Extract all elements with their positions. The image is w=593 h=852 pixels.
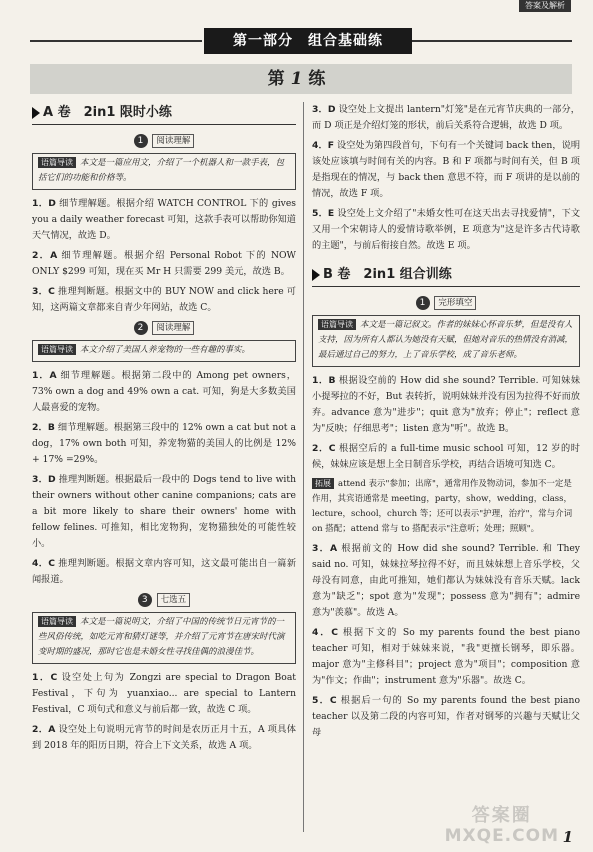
answer-item: 2．C 根据空后的 a full-time music school 可知，12 岁的时候，妹妹应该是想上全日制音乐学校，再结合语境可知选 C。: [312, 443, 580, 470]
section-b-header: B 卷 2in1 组合训练: [312, 264, 580, 287]
banner-rule-left: [30, 40, 202, 42]
answer-item: 3．A 根据前文的 How did she sound? Terrible. 和 They said no. 可知，妹妹拉琴拉得不好，而且妹妹想上音乐学校，父母没有同意，由此可推知，她们都认为妹妹没有音乐天赋。lack 意为"缺乏"；spot 意为"发现"；possess 意为"拥有"；admire 意为"羡慕"。故选 A。: [312, 543, 580, 618]
answer-item: 2．A 设空处上句说明元宵节的时间是农历正月十五，A 项具体到 2018 年的阳历日期，符合上下文关系，故选 A 项。: [32, 724, 296, 751]
triangle-icon: [32, 107, 40, 119]
section-a-header: A 卷 2in1 限时小练: [32, 102, 296, 125]
triangle-icon: [312, 269, 320, 281]
answer-item: 3．D 推理判断题。根据最后一段中的 Dogs tend to live with their owners without other canine companions; cats are a bit more likely to share their owners' home with fellow felines. 可推知，相比宠物狗，宠物猫独处的可能性较小。: [32, 474, 296, 549]
banner-rule-right: [412, 40, 572, 42]
reading-guide: 语篇导读 本文是一篇记叙文。作者的妹妹心怀音乐梦，但是没有人支持，因为所有人都认为她没有天赋，但她对音乐的热情没有消减，最后通过自己的努力，上了音乐学校，成了音乐老师。: [312, 315, 580, 367]
answer-item: 3．D 设空处上文提出 lantern"灯笼"是在元宵节庆典的一部分，而 D 项正是介绍灯笼的形状，前后关系符合逻辑，故选 D 项。: [312, 104, 580, 131]
part-banner: [30, 28, 572, 54]
left-column: [32, 102, 296, 758]
right-column: [312, 102, 580, 745]
answer-item: 3．C 推理判断题。根据文中的 BUY NOW and click here 可知，这两篇文章都来自青少年网站，故选 C。: [32, 286, 296, 313]
corner-label: 答案及解析: [519, 0, 571, 12]
page-number: 1: [562, 828, 573, 846]
watermark: 答案圈 MXQE.COM: [444, 805, 559, 846]
practice-title: 第 1 练: [267, 69, 326, 89]
answer-item: 1．C 设空处上句为 Zongzi are special to Dragon Boat Festival，下句为 yuanxiao... are special to Lantern Festival，C 项句式和意义与前后都一致，故选 C 项。: [32, 672, 296, 715]
answer-item: 1．D 细节理解题。根据介绍 WATCH CONTROL 下的 gives you a daily weather forecast 可知，这款手表可以帮助你知道天气情况，故选 D。: [32, 198, 296, 241]
block-heading: 2 阅读理解: [32, 320, 296, 336]
answer-item: 4．C 推理判断题。根据文章内容可知，这文最可能出自一篇新闻报道。: [32, 558, 297, 585]
block-heading: 1 完形填空: [312, 295, 580, 311]
column-divider: [303, 102, 304, 832]
answer-item: 4．F 设空处为第四段首句，下句有一个关键词 back then，说明该处应该填与时间有关的内容。B 和 F 项都与时间有关，但 B 项是指现在的情况，与 back then 意思不符，而 F 项讲的是以前的情况，故选 F 项。: [312, 140, 581, 199]
part-title: 第一部分 组合基础练: [204, 28, 412, 54]
block-heading: 3 七选五: [32, 592, 296, 608]
reading-guide: 语篇导读 本文是一篇说明文，介绍了中国的传统节日元宵节的一些风俗传统，如吃元宵和猜灯谜等，并介绍了元宵节在唐宋时代演变时期的盛况，那时它也是未婚女性寻找佳偶的浪漫佳节。: [32, 612, 296, 664]
extension-note: 拓展 attend 表示"参加；出席"，通常用作及物动词，参加不一定是作用，其宾语通常是 meeting，party，show，wedding，class，lecture，school，church 等；还可以表示"护理，治疗"，常与介词 on 搭配；attend 常与 to 搭配表示"注意听；处理；照顾"。: [312, 479, 573, 534]
answer-item: 5．E 设空处上文介绍了"未婚女性可在这天出去寻找爱情"，下文又用一个宋朝诗人的爱情诗歌举例，E 项意为"这是许多古代诗歌的主题"，与前后衔接自然。故选 E 项。: [312, 208, 581, 251]
answer-item: 2．B 细节理解题。根据第三段中的 12% own a cat but not a dog，17% own both 可知，养宠物猫的美国人的比例是 12% + 17% =29%。: [32, 422, 297, 465]
reading-guide: 语篇导读 本文介绍了美国人养宠物的一些有趣的事实。: [32, 340, 296, 362]
answer-item: 1．A 细节理解题。根据第二段中的 Among pet owners，73% own a dog and 49% own a cat. 可知，狗是大多数美国人最喜爱的宠物。: [32, 370, 296, 413]
answer-item: 2．A 细节理解题。根据介绍 Personal Robot 下的 NOW ONLY $299 可知，现在买 Mr H 只需要 299 美元，故选 B。: [32, 250, 296, 277]
answer-item: 4．C 根据下文的 So my parents found the best piano teacher 可知，相对于妹妹来说，"我"更擅长钢琴，即乐器。major 意为"主修科目"；project 意为"项目"；composition 意为"作文；作曲"；instrument 意为"乐器"。故选 C。: [312, 627, 581, 686]
block-heading: 1 阅读理解: [32, 133, 296, 149]
answer-item: 5．C 根据后一句的 So my parents found the best piano teacher 以及第二段的内容可知，作者对钢琴的兴趣与天赋让父母: [312, 695, 580, 738]
reading-guide: 语篇导读 本文是一篇应用文，介绍了一个机器人和一款手表，包括它们的功能和价格等。: [32, 153, 296, 190]
answer-item: 1．B 根据设空前的 How did she sound? Terrible. 可知妹妹小提琴拉的不好，But 表转折，说明妹妹并没有因为拉得不好而放弃。advance 意为"进步"；quit 意为"放弃；停止"；reflect 意为"反映；仔细思考"；listen 意为"听"。故选 B。: [312, 375, 581, 434]
